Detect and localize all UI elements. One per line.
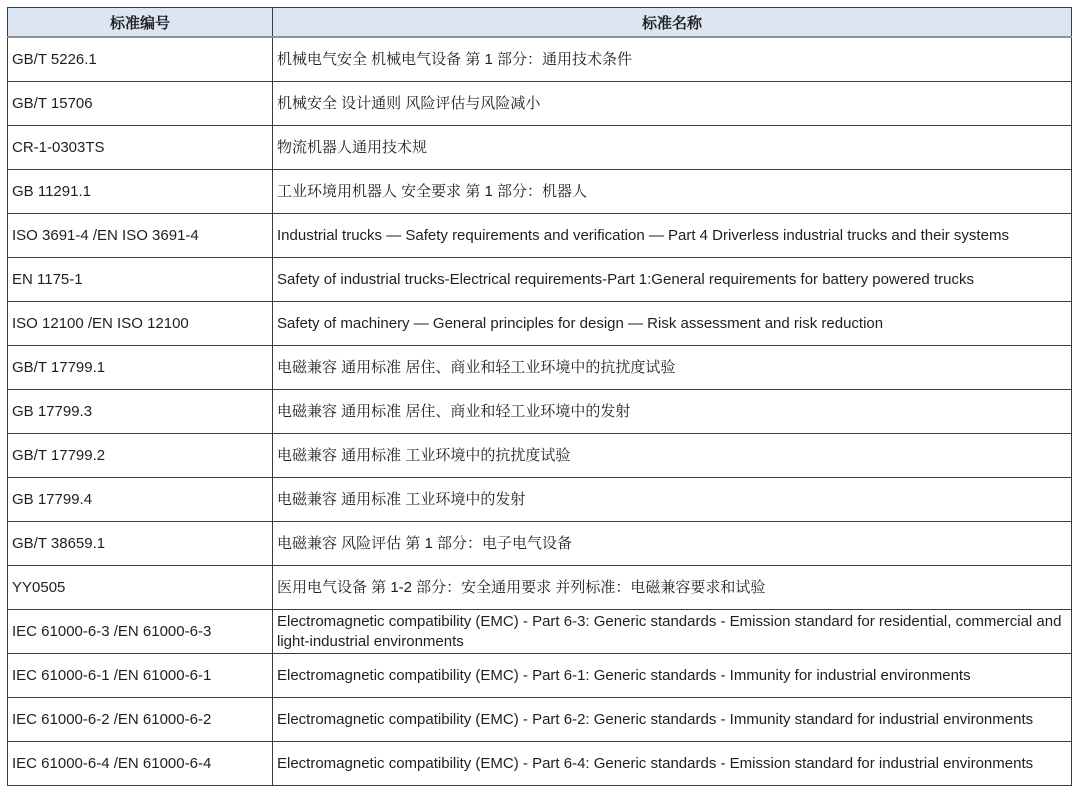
standard-code-cell: GB 11291.1 bbox=[8, 170, 273, 214]
standards-table bbox=[7, 7, 1072, 786]
standard-name-cell: Safety of industrial trucks-Electrical requirements-Part 1:General requirements for battery powered trucks bbox=[273, 258, 1072, 302]
standard-name-cell: 机械电气安全 机械电气设备 第 1 部分：通用技术条件 bbox=[273, 37, 1072, 82]
standard-code-cell: GB 17799.3 bbox=[8, 390, 273, 434]
standard-code-cell: GB/T 17799.2 bbox=[8, 434, 273, 478]
standard-name-cell: Electromagnetic compatibility (EMC) - Part 6-1: Generic standards - Immunity for industrial environments bbox=[273, 654, 1072, 698]
standard-code-cell: GB/T 38659.1 bbox=[8, 522, 273, 566]
table-row bbox=[8, 82, 1072, 126]
standard-name-cell: 电磁兼容 通用标准 工业环境中的抗扰度试验 bbox=[273, 434, 1072, 478]
standard-code-cell: IEC 61000-6-1 /EN 61000-6-1 bbox=[8, 654, 273, 698]
table-body bbox=[8, 37, 1072, 786]
table-row bbox=[8, 478, 1072, 522]
standard-name-cell: Industrial trucks — Safety requirements and verification — Part 4 Driverless industrial trucks and their systems bbox=[273, 214, 1072, 258]
standard-code-cell: EN 1175-1 bbox=[8, 258, 273, 302]
standard-code-cell: ISO 3691-4 /EN ISO 3691-4 bbox=[8, 214, 273, 258]
standard-name-cell: Electromagnetic compatibility (EMC) - Part 6-3: Generic standards - Emission standard for residential, commercial and light-industrial environments bbox=[273, 610, 1072, 654]
standard-name-cell: 医用电气设备 第 1-2 部分：安全通用要求 并列标准：电磁兼容要求和试验 bbox=[273, 566, 1072, 610]
standard-code-cell: GB/T 15706 bbox=[8, 82, 273, 126]
standard-name-cell: 电磁兼容 通用标准 居住、商业和轻工业环境中的发射 bbox=[273, 390, 1072, 434]
header-standard-name: 标准名称 bbox=[273, 8, 1072, 38]
table-row bbox=[8, 654, 1072, 698]
table-row bbox=[8, 37, 1072, 82]
standard-name-cell: 物流机器人通用技术规 bbox=[273, 126, 1072, 170]
header-standard-code: 标准编号 bbox=[8, 8, 273, 38]
standards-table-container bbox=[7, 7, 1072, 786]
table-row bbox=[8, 302, 1072, 346]
standard-code-cell: CR-1-0303TS bbox=[8, 126, 273, 170]
standard-code-cell: IEC 61000-6-2 /EN 61000-6-2 bbox=[8, 698, 273, 742]
standard-name-cell: 电磁兼容 风险评估 第 1 部分：电子电气设备 bbox=[273, 522, 1072, 566]
table-row bbox=[8, 434, 1072, 478]
standard-name-cell: 电磁兼容 通用标准 工业环境中的发射 bbox=[273, 478, 1072, 522]
table-row bbox=[8, 214, 1072, 258]
table-row bbox=[8, 566, 1072, 610]
standard-code-cell: GB/T 17799.1 bbox=[8, 346, 273, 390]
standard-code-cell: GB 17799.4 bbox=[8, 478, 273, 522]
standard-name-cell: 机械安全 设计通则 风险评估与风险减小 bbox=[273, 82, 1072, 126]
table-header-row bbox=[8, 8, 1072, 38]
table-row bbox=[8, 258, 1072, 302]
standard-name-cell: 工业环境用机器人 安全要求 第 1 部分：机器人 bbox=[273, 170, 1072, 214]
table-row bbox=[8, 522, 1072, 566]
table-row bbox=[8, 126, 1072, 170]
standard-code-cell: IEC 61000-6-3 /EN 61000-6-3 bbox=[8, 610, 273, 654]
standard-name-cell: Safety of machinery — General principles for design — Risk assessment and risk reduction bbox=[273, 302, 1072, 346]
standard-name-cell: 电磁兼容 通用标准 居住、商业和轻工业环境中的抗扰度试验 bbox=[273, 346, 1072, 390]
table-row bbox=[8, 742, 1072, 786]
standard-code-cell: GB/T 5226.1 bbox=[8, 37, 273, 82]
table-row bbox=[8, 698, 1072, 742]
table-row bbox=[8, 346, 1072, 390]
standard-code-cell: IEC 61000-6-4 /EN 61000-6-4 bbox=[8, 742, 273, 786]
standard-code-cell: ISO 12100 /EN ISO 12100 bbox=[8, 302, 273, 346]
standard-name-cell: Electromagnetic compatibility (EMC) - Part 6-4: Generic standards - Emission standard for industrial environments bbox=[273, 742, 1072, 786]
standard-name-cell: Electromagnetic compatibility (EMC) - Part 6-2: Generic standards - Immunity standard for industrial environments bbox=[273, 698, 1072, 742]
standard-code-cell: YY0505 bbox=[8, 566, 273, 610]
table-row bbox=[8, 170, 1072, 214]
table-row bbox=[8, 610, 1072, 654]
table-row bbox=[8, 390, 1072, 434]
